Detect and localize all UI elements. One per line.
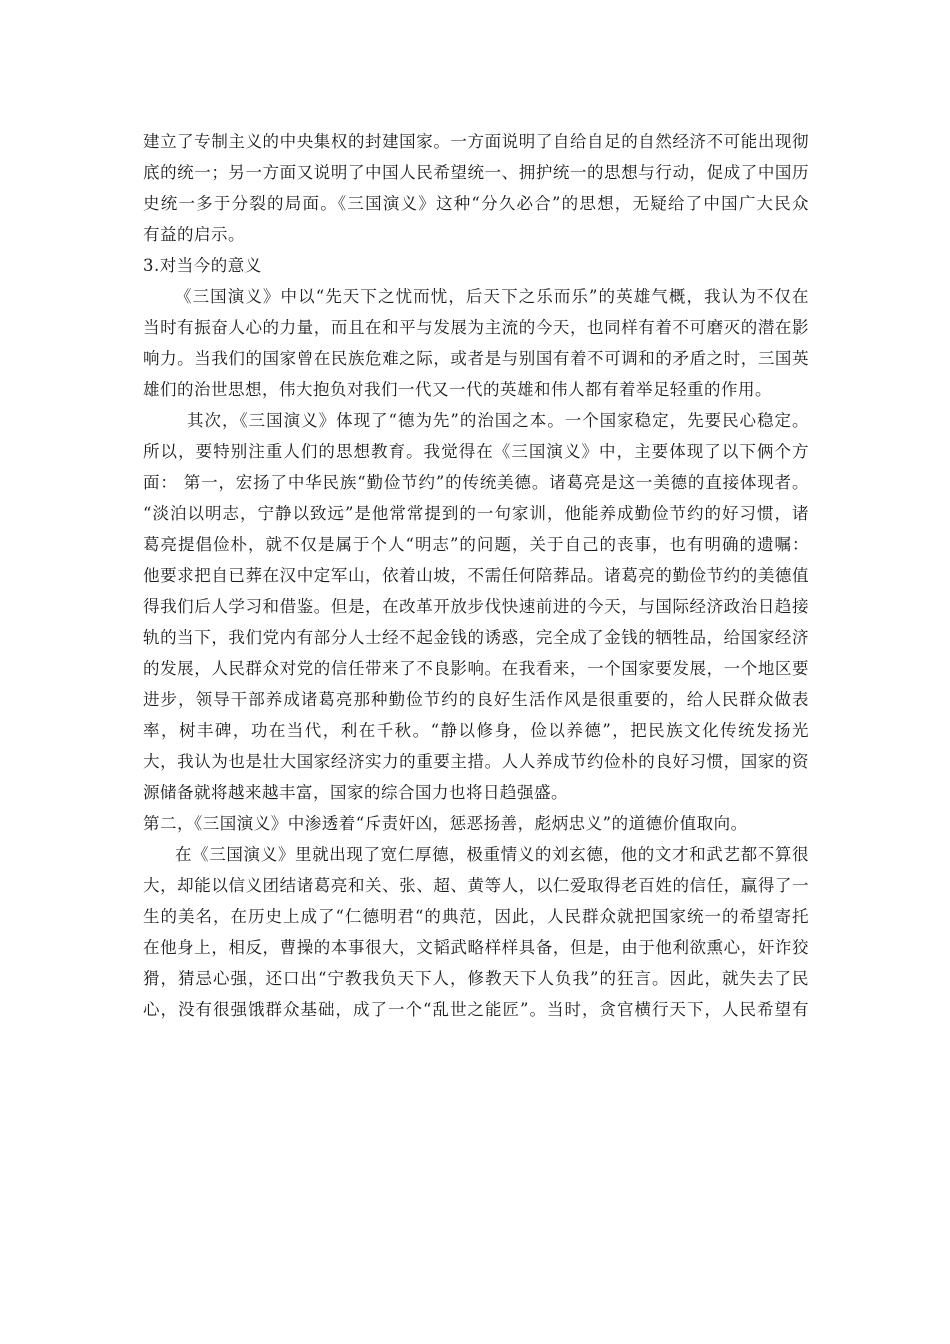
document-body: [143, 126, 809, 1025]
text-line: 猾，猜忌心强，还口出“宁教我负天下人，修教天下人负我”的狂言。因此，就失去了民: [143, 969, 809, 988]
text-line: 轨的当下，我们党内有部分人士经不起金钱的诱惑，完全成了金钱的牺牲品，给国家经济: [143, 628, 809, 647]
text-line: 史统一多于分裂的局面。《三国演义》这种“分久必合”的思想，无疑给了中国广大民众: [143, 194, 809, 213]
text-line: 响力。当我们的国家曾在民族危难之际，或者是与别国有着不可调和的矛盾之时，三国英: [143, 349, 809, 368]
text-line: 《三国演义》中以“先天下之忧而忧，后天下之乐而乐”的英雄气概，我认为不仅在: [175, 287, 809, 306]
text-line: 进步，领导干部养成诸葛亮那种勤俭节约的良好生活作风是很重要的，给人民群众做表: [143, 690, 809, 709]
text-line: 得我们后人学习和借鉴。但是，在改革开放步伐快速前进的今天，与国际经济政治日趋接: [143, 597, 809, 616]
text-line: 的发展，人民群众对党的信任带来了不良影响。在我看来，一个国家要发展，一个地区要: [143, 659, 809, 678]
text-line: 第二，《三国演义》中渗透着“斥责奸凶，惩恶扬善，彪炳忠义”的道德价值取向。: [143, 814, 748, 833]
text-line: 3.对当今的意义: [143, 256, 262, 275]
text-line: 有益的启示。: [143, 225, 245, 244]
text-line: 建立了专制主义的中央集权的封建国家。一方面说明了自给自足的自然经济不可能出现彻: [143, 132, 809, 151]
text-line: “淡泊以明志，宁静以致远”是他常常提到的一句家训，他能养成勤俭节约的好习惯，诸: [143, 504, 809, 523]
text-line: 率，树丰碑，功在当代，利在千秋。“静以修身，俭以养德”，把民族文化传统发扬光: [143, 721, 809, 740]
text-line: 其次，《三国演义》体现了“德为先”的治国之本。一个国家稳定，先要民心稳定。: [187, 411, 809, 430]
text-line: 葛亮提倡俭朴，就不仅是属于个人“明志”的问题，关于自己的丧事，也有明确的遗嘱：: [143, 535, 809, 554]
text-line: 底的统一；另一方面又说明了中国人民希望统一、拥护统一的思想与行动，促成了中国历: [143, 163, 809, 182]
text-line: 他要求把自已葬在汉中定军山，依着山坡，不需任何陪葬品。诸葛亮的勤俭节约的美德值: [143, 566, 809, 585]
text-line: 生的美名，在历史上成了“仁德明君“的典范，因此，人民群众就把国家统一的希望寄托: [143, 907, 809, 926]
text-line: 在他身上，相反，曹操的本事很大，文韬武略样样具备，但是，由于他利欲熏心，奸诈狡: [143, 938, 809, 957]
text-line: 心，没有很强饿群众基础，成了一个“乱世之能匠”。当时，贪官横行天下，人民希望有: [143, 1000, 809, 1019]
text-line: 大，却能以信义团结诸葛亮和关、张、超、黄等人，以仁爱取得老百姓的信任，赢得了一: [143, 876, 809, 895]
text-line: 大，我认为也是壮大国家经济实力的重要主措。人人养成节约俭朴的良好习惯，国家的资: [143, 752, 809, 771]
text-line: 雄们的治世思想，伟大抱负对我们一代又一代的英雄和伟人都有着举足轻重的作用。: [143, 380, 772, 399]
text-line: 当时有振奋人心的力量，而且在和平与发展为主流的今天，也同样有着不可磨灭的潜在影: [143, 318, 809, 337]
text-line: 在《三国演义》里就出现了宽仁厚德，极重情义的刘玄德，他的文才和武艺都不算很: [175, 845, 809, 864]
text-line: 面： 第一，宏扬了中华民族“勤俭节约”的传统美德。诸葛亮是这一美德的直接体现者。: [143, 473, 809, 492]
text-line: 源储备就将越来越丰富，国家的综合国力也将日趋强盛。: [143, 783, 568, 802]
text-line: 所以，要特别注重人们的思想教育。我觉得在《三国演义》中，主要体现了以下俩个方: [143, 442, 809, 461]
